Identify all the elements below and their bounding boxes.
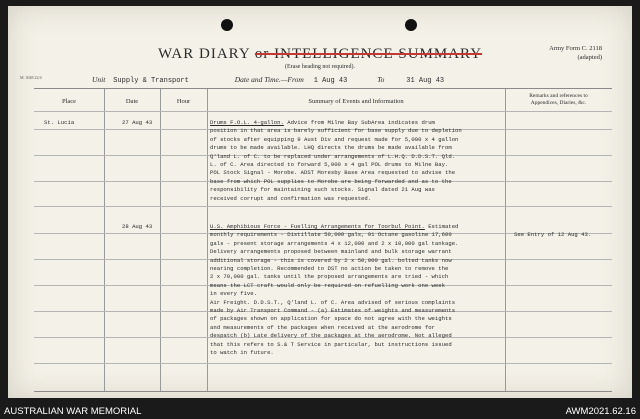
header-place: Place — [61, 98, 77, 105]
ms-code: M. 3048 22/4 — [20, 75, 42, 80]
header-hour: Hour — [176, 98, 191, 105]
entry1-date: 27 Aug 43 — [122, 119, 153, 126]
entry2-date: 28 Aug 43 — [122, 223, 153, 230]
footer-catalogue-number: AWM2021.62.16 — [565, 406, 636, 417]
diary-table — [34, 88, 612, 392]
unit-value: Supply & Transport — [113, 77, 189, 85]
header-remarks: Remarks and references to Appendices, Diaries, &c. — [529, 93, 588, 106]
page-title — [8, 46, 632, 63]
diary-page — [8, 6, 632, 398]
entry1-summary: Drums F.O.L. 4-gallon. Advice from Milne Bay SubArea indicates drum position in that area is barely sufficient for base supply due to depletion of stocks after equipping 9 Aust Div and request made for 5,000 x 4 gallon drums to be made available. LHQ directs the drums be made available from Q'land L. of C. to be replaced under arrangements of L.H.Q. D.D.S.T. Qld. L. of C. Area directed to forward 5,000 x 4 gal POL drums to Milne Bay. POL Stock Signal - Morobe. ADST Moresby Base Area requested to advise the base from which POL supplies to Morobe are being forwarded and as to the responsibility for maintaining such stocks. Signal dated 21 Aug was received corrupt and confirmation was requested. — [210, 119, 462, 202]
punch-hole — [405, 19, 417, 31]
header-date: Date — [125, 98, 139, 105]
from-date: 1 Aug 43 — [313, 77, 348, 85]
title-struck: or INTELLIGENCE SUMMARY — [254, 46, 483, 62]
to-date: 31 Aug 43 — [406, 77, 445, 85]
footer-institution: AUSTRALIAN WAR MEMORIAL — [4, 406, 142, 417]
punch-hole — [221, 19, 233, 31]
subtitle: (Erase heading not required). — [285, 64, 355, 70]
entry1-place: St. Lucia — [44, 119, 75, 126]
header-summary: Summary of Events and Information — [308, 98, 404, 105]
entry2-remark: See Entry of 12 Aug 43. — [514, 231, 592, 238]
unit-line: Unit Supply & Transport Date and Time.—From 1 Aug 43 To 31 Aug 43 — [92, 75, 445, 85]
entry2-summary: U.S. Amphibious Force - Fuelling Arrangements for Toorbul Point. Estimated monthly requirements - Distillate 50,000 gals, 91 Octane gasoline 17,600 gals - present storage arrangements 4 x 12,000 and 2 x 10,000 gal tankage. Delivery arrangements proposed between mainland and bulk storage warrant additional storage - this is covered by 2 x 50,000 gal. bolted tanks now nearing completion. Recommended to DST no action be taken to remove the 2 x 70,000 gal. tanks until the proposed arrangements are tried - which means the LCT craft would only be required on refuelling work one week in every five. Air Freight. D.D.S.T., Q'land L. of C. Area advised of serious complaints made by Air Transport Command - (a) Estimates of weights and measurements of packages shown on application for space do not agree with the weights and measurements of the packages when received at the aerodrome for despatch (b) Late delivery of the packages at the aerodrome. Not alleged that this refers to S.& T Service in particular, but instructions issued to watch in future. — [210, 223, 459, 357]
form-number: Army Form C. 2118 (adapted) — [549, 45, 602, 61]
title-war-diary: WAR DIARY — [157, 46, 251, 62]
